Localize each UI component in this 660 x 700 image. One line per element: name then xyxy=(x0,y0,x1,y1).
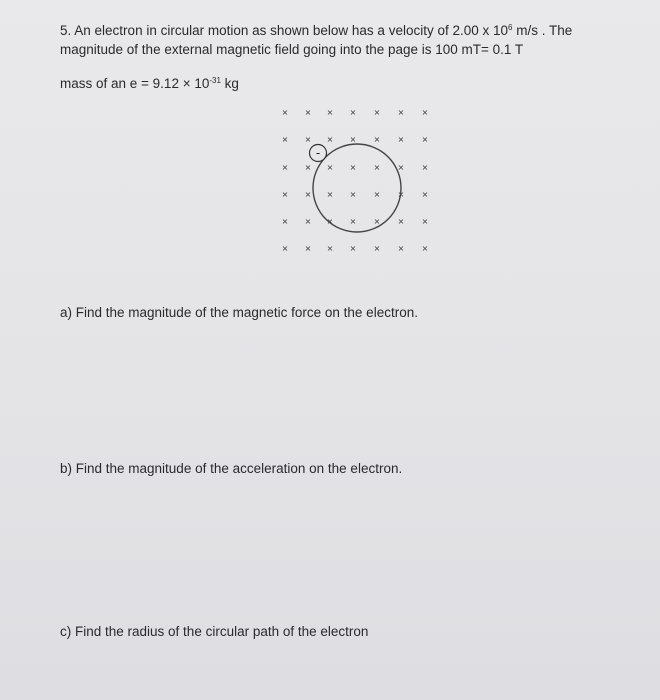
field-x-mark: × xyxy=(349,135,357,144)
field-x-mark: × xyxy=(349,244,357,253)
problem-statement-line-2: magnitude of the external magnetic field going into the page is 100 mT= 0.1 T xyxy=(60,42,524,57)
field-x-mark: × xyxy=(304,190,312,199)
field-x-mark: × xyxy=(397,190,405,199)
field-x-mark: × xyxy=(304,244,312,253)
field-x-mark: × xyxy=(326,217,334,226)
field-x-mark: × xyxy=(421,163,429,172)
field-x-mark: × xyxy=(397,108,405,117)
electron-mass-line xyxy=(60,75,239,93)
field-x-mark: × xyxy=(281,108,289,117)
field-x-mark: × xyxy=(421,217,429,226)
problem-number: 5. xyxy=(60,23,72,38)
field-x-mark: × xyxy=(349,190,357,199)
field-x-mark: × xyxy=(326,108,334,117)
field-x-mark: × xyxy=(373,135,381,144)
question-a: a) Find the magnitude of the magnetic force on the electron. xyxy=(60,305,418,320)
field-x-mark: × xyxy=(373,244,381,253)
problem-statement-line-1 xyxy=(60,22,572,40)
field-x-mark: × xyxy=(397,135,405,144)
field-x-mark: × xyxy=(281,163,289,172)
field-x-mark: × xyxy=(281,135,289,144)
field-x-mark: × xyxy=(373,108,381,117)
field-x-marks xyxy=(282,108,429,253)
field-x-mark: × xyxy=(304,135,312,144)
field-x-mark: × xyxy=(373,190,381,199)
velocity-exponent: 6 xyxy=(508,23,513,32)
electron-charge-sign: - xyxy=(315,146,321,160)
mass-unit: kg xyxy=(220,76,239,91)
field-x-mark: × xyxy=(326,190,334,199)
velocity-unit: m/s . The xyxy=(512,23,573,38)
field-x-mark: × xyxy=(326,244,334,253)
field-x-mark: × xyxy=(304,163,312,172)
field-x-mark: × xyxy=(326,163,334,172)
field-x-mark: × xyxy=(397,217,405,226)
field-x-mark: × xyxy=(421,108,429,117)
field-x-mark: × xyxy=(349,108,357,117)
question-b: b) Find the magnitude of the acceleration on the electron. xyxy=(60,461,403,476)
field-x-mark: × xyxy=(281,190,289,199)
field-x-mark: × xyxy=(421,190,429,199)
question-c: c) Find the radius of the circular path of the electron xyxy=(60,624,369,639)
field-x-mark: × xyxy=(281,244,289,253)
field-x-mark: × xyxy=(304,217,312,226)
field-x-mark: × xyxy=(373,217,381,226)
field-x-mark: × xyxy=(349,217,357,226)
field-x-mark: × xyxy=(421,135,429,144)
velocity-text: An electron in circular motion as shown below has a velocity of 2.00 x 10 xyxy=(74,23,509,38)
field-x-mark: × xyxy=(397,163,405,172)
mass-text: mass of an e = 9.12 × 10 xyxy=(60,76,210,91)
electron-orbit-circle xyxy=(313,144,401,232)
magnetic-field-diagram xyxy=(270,100,445,260)
field-diagram-svg xyxy=(270,100,445,260)
field-x-mark: × xyxy=(373,163,381,172)
field-x-mark: × xyxy=(421,244,429,253)
field-x-mark: × xyxy=(281,217,289,226)
field-x-mark: × xyxy=(397,244,405,253)
mass-exponent: -31 xyxy=(209,76,221,85)
field-x-mark: × xyxy=(349,163,357,172)
field-x-mark: × xyxy=(304,108,312,117)
field-x-mark: × xyxy=(326,135,334,144)
